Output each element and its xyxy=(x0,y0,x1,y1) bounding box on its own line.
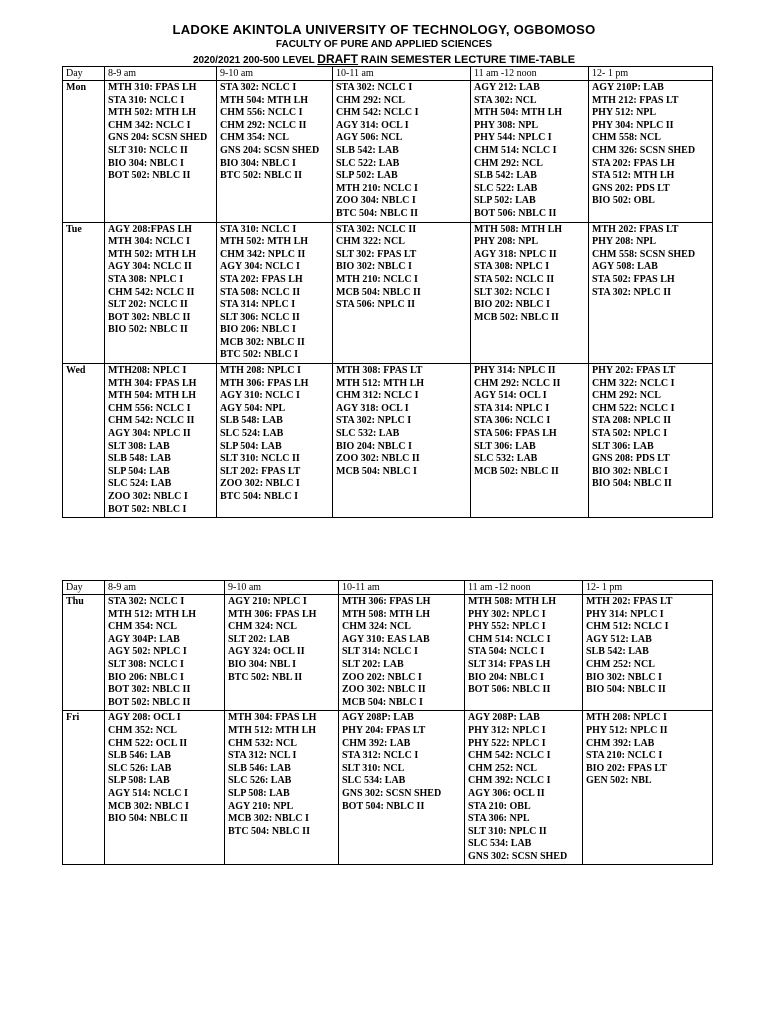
course-entry: SLB 546: LAB xyxy=(108,750,171,762)
course-entry: STA 310: NCLC I xyxy=(220,223,297,235)
course-entry: SLP 504: LAB xyxy=(220,440,282,452)
course-entry: AGY 314: OCL I xyxy=(336,119,409,131)
course-entry: ZOO 202: NBLC I xyxy=(342,671,422,683)
course-entry: AGY 304P: LAB xyxy=(108,633,180,645)
course-entry: MTH 304: FPAS LH xyxy=(228,712,317,724)
course-entry: STA 502: NPLC I xyxy=(592,428,668,440)
course-entry: BIO 502: OBL xyxy=(592,195,655,207)
column-header-time: 12- 1 pm xyxy=(583,581,713,595)
course-entry: PHY 522: NPLC I xyxy=(468,737,546,749)
course-entry: STA 508: NCLC II xyxy=(220,286,301,298)
course-entry: BTC 502: NBL II xyxy=(228,671,303,683)
course-entry: ZOO 302: NBLC II xyxy=(342,684,426,696)
course-entry: MTH 502: MTH LH xyxy=(108,107,197,119)
course-entry: CHM 342: NCLC I xyxy=(108,119,191,131)
course-entry: PHY 208: NPL xyxy=(592,236,657,248)
course-entry: PHY 512: NPL xyxy=(592,107,657,119)
course-entry: SLT 308: LAB xyxy=(108,440,170,452)
course-entry: BIO 204: NBLC I xyxy=(336,440,412,452)
course-entry: SLT 308: NCLC I xyxy=(108,658,184,670)
course-entry: SLC 532: LAB xyxy=(474,453,538,465)
course-entry: ZOO 302: NBLC I xyxy=(220,478,300,490)
course-entry: STA 506: NPLC II xyxy=(336,299,415,311)
course-entry: SLC 522: LAB xyxy=(336,157,400,169)
course-entry: ZOO 302: NBLC II xyxy=(336,453,420,465)
course-entry: AGY 208P: LAB xyxy=(468,712,540,724)
course-entry: AGY 210P: LAB xyxy=(592,82,664,93)
course-entry: STA 312: NCL I xyxy=(228,750,297,762)
course-entry: MCB 302: NBLC II xyxy=(220,336,305,348)
course-entry: SLB 542: LAB xyxy=(586,646,649,658)
course-entry: AGY 318: NPLC II xyxy=(474,248,557,260)
timetable-table-1 xyxy=(62,66,713,518)
course-entry: BIO 206: NBLC I xyxy=(108,671,184,683)
faculty-title: FACULTY OF PURE AND APPLIED SCIENCES xyxy=(275,39,493,50)
course-entry: CHM 556: NCLC I xyxy=(220,107,303,119)
course-entry: SLT 202: LAB xyxy=(228,633,290,645)
course-entry: AGY 304: NCLC I xyxy=(220,261,300,273)
course-entry: BTC 502: NBLC I xyxy=(220,349,299,361)
course-entry: SLT 302: NCLC I xyxy=(474,286,550,298)
course-entry: BTC 504: NBLC I xyxy=(220,491,299,502)
course-entry: SLT 314: FPAS LH xyxy=(468,658,551,670)
course-entry: GNS 302: SCSN SHED xyxy=(342,787,442,799)
course-entry: MTH 304: FPAS LH xyxy=(108,377,197,389)
timeslot-cell xyxy=(471,222,589,364)
course-entry: MTH 208: NPLC I xyxy=(220,365,301,377)
course-entry: MCB 504: NBLC I xyxy=(342,696,423,708)
course-entry: BIO 202: FPAS LT xyxy=(586,762,667,774)
column-header-time: 8-9 am xyxy=(105,581,225,595)
course-entry: MTH 210: NCLC I xyxy=(336,273,418,285)
course-entry: MCB 502: NBLC II xyxy=(474,311,559,323)
course-entry: MTH 508: MTH LH xyxy=(474,223,563,235)
course-entry: MTH 508: MTH LH xyxy=(468,596,557,607)
course-entry: SLB 546: LAB xyxy=(228,762,291,774)
course-entry: SLT 310: NPLC II xyxy=(468,825,547,837)
course-entry: BIO 302: NBLC I xyxy=(586,671,662,683)
course-entry: STA 312: NCLC I xyxy=(342,750,419,762)
course-entry: CHM 322: NCLC I xyxy=(592,377,675,389)
course-entry: STA 308: NPLC I xyxy=(108,273,184,285)
course-entry: MTH 202: FPAS LT xyxy=(586,596,673,607)
course-entry: PHY 312: NPLC I xyxy=(468,724,546,736)
course-entry: BIO 504: NBLC II xyxy=(108,813,188,825)
table-body xyxy=(63,595,713,865)
course-entry: SLB 542: LAB xyxy=(336,144,399,156)
course-entry: MTH 512: MTH LH xyxy=(228,724,317,736)
timeslot-cell xyxy=(105,364,217,518)
timeslot-cell xyxy=(471,81,589,223)
semester-title: RAIN SEMESTER LECTURE TIME-TABLE xyxy=(360,54,576,66)
course-entry: CHM 392: LAB xyxy=(586,737,655,749)
course-entry: CHM 522: NCLC I xyxy=(592,402,675,414)
timetable-table-2 xyxy=(62,580,713,865)
course-entry: PHY 314: NPLC II xyxy=(474,365,556,377)
course-entry: STA 210: OBL xyxy=(468,800,531,812)
course-entry: MTH208: NPLC I xyxy=(108,365,187,377)
course-entry: STA 202: FPAS LH xyxy=(592,157,675,169)
course-entry: AGY 212: LAB xyxy=(474,82,540,93)
course-entry: BTC 504: NBLC II xyxy=(336,207,418,219)
course-entry: CHM 352: NCL xyxy=(108,724,177,736)
course-entry: CHM 326: SCSN SHED xyxy=(592,144,696,156)
course-entry: MTH 504: MTH LH xyxy=(220,94,309,106)
table-header-row xyxy=(63,581,713,595)
course-entry: MTH 512: MTH LH xyxy=(336,377,425,389)
course-entry: BIO 504: NBLC II xyxy=(592,478,672,490)
table-row xyxy=(63,222,713,364)
course-entry: MTH 306: FPAS LH xyxy=(220,377,309,389)
course-entry: CHM 542: NCLC II xyxy=(108,286,195,298)
course-entry: ZOO 302: NBLC I xyxy=(108,491,188,502)
timeslot-cell xyxy=(471,364,589,518)
course-entry: SLT 310: NCLC II xyxy=(108,144,188,156)
course-entry: SLT 202: LAB xyxy=(342,658,404,670)
course-entry: MTH 502: MTH LH xyxy=(108,248,197,260)
course-entry: STA 302: NPLC I xyxy=(336,415,412,427)
timeslot-cell xyxy=(339,595,465,711)
course-entry: CHM 292: NCLC II xyxy=(474,377,561,389)
course-entry: GNS 204: SCSN SHED xyxy=(108,132,208,144)
column-header-time: 10-11 am xyxy=(339,581,465,595)
course-entry: ZOO 304: NBLC I xyxy=(336,195,416,207)
course-entry: BIO 304: NBLC I xyxy=(108,157,184,169)
course-entry: GNS 208: PDS LT xyxy=(592,453,670,465)
course-entry: SLT 306: LAB xyxy=(474,440,536,452)
course-entry: BIO 302: NBLC I xyxy=(336,261,412,273)
course-entry: PHY 308: NPL xyxy=(474,119,539,131)
course-entry: AGY 324: OCL II xyxy=(228,646,305,658)
course-entry: BOT 502: NBLC II xyxy=(108,170,191,182)
day-cell: Mon xyxy=(63,81,105,223)
column-header-time: 11 am -12 noon xyxy=(465,581,583,595)
course-entry: STA 314: NPLC I xyxy=(220,299,296,311)
column-header-time: 9-10 am xyxy=(217,67,333,81)
day-cell: Fri xyxy=(63,711,105,865)
day-cell: Wed xyxy=(63,364,105,518)
course-entry: AGY 504: NPL xyxy=(220,402,286,414)
course-entry: STA 512: MTH LH xyxy=(592,170,675,182)
course-entry: CHM 292: NCL xyxy=(474,157,543,169)
course-entry: MCB 504: NBLC II xyxy=(336,286,421,298)
course-entry: PHY 314: NPLC I xyxy=(586,608,664,620)
course-entry: STA 502: NCLC II xyxy=(474,273,555,285)
course-entry: CHM 292: NCLC II xyxy=(220,119,307,131)
course-entry: BIO 502: NBLC II xyxy=(108,324,188,336)
course-entry: CHM 322: NCL xyxy=(336,236,405,248)
course-entry: STA 302: NCLC I xyxy=(108,596,185,607)
course-entry: STA 506: FPAS LH xyxy=(474,428,557,440)
course-entry: SLT 314: NCLC I xyxy=(342,646,418,658)
course-entry: STA 314: NPLC I xyxy=(474,402,550,414)
course-entry: SLT 306: LAB xyxy=(592,440,654,452)
course-entry: BTC 502: NBLC II xyxy=(220,170,302,182)
course-entry: MCB 302: NBLC I xyxy=(108,800,189,812)
timeslot-cell xyxy=(333,81,471,223)
course-entry: SLC 534: LAB xyxy=(342,775,406,787)
course-entry: STA 308: NPLC I xyxy=(474,261,550,273)
course-entry: PHY 304: NPLC II xyxy=(592,119,674,131)
course-entry: STA 202: FPAS LH xyxy=(220,273,303,285)
course-entry: MTH 306: FPAS LH xyxy=(342,596,431,607)
course-entry: CHM 354: NCL xyxy=(108,621,177,633)
timeslot-cell xyxy=(105,81,217,223)
course-entry: STA 302: NPLC II xyxy=(592,286,671,298)
course-entry: MTH 210: NCLC I xyxy=(336,182,418,194)
course-entry: AGY 210: NPL xyxy=(228,800,294,812)
course-entry: AGY 306: OCL II xyxy=(468,787,545,799)
timeslot-cell xyxy=(465,595,583,711)
timeslot-cell xyxy=(589,222,713,364)
course-entry: BOT 506: NBLC II xyxy=(474,207,557,219)
course-entry: AGY 502: NPLC I xyxy=(108,646,187,658)
timetable-header xyxy=(0,22,768,66)
course-entry: BOT 502: NBLC II xyxy=(108,696,191,708)
timeslot-cell xyxy=(217,364,333,518)
course-entry: SLC 524: LAB xyxy=(220,428,284,440)
table-header-row xyxy=(63,67,713,81)
course-entry: PHY 302: NPLC I xyxy=(468,608,546,620)
course-entry: CHM 532: NCL xyxy=(228,737,297,749)
course-entry: MTH 310: FPAS LH xyxy=(108,82,197,93)
course-entry: CHM 514: NCLC I xyxy=(468,633,551,645)
course-entry: SLP 508: LAB xyxy=(228,787,290,799)
course-entry: CHM 558: NCL xyxy=(592,132,661,144)
timeslot-cell xyxy=(465,711,583,865)
column-header-time: 10-11 am xyxy=(333,67,471,81)
university-title: LADOKE AKINTOLA UNIVERSITY OF TECHNOLOGY, OGBOMOSO xyxy=(172,22,596,37)
course-entry: BOT 504: NBLC II xyxy=(342,800,425,812)
course-entry: SLT 302: FPAS LT xyxy=(336,248,417,260)
column-header-time: 12- 1 pm xyxy=(589,67,713,81)
course-entry: CHM 522: OCL II xyxy=(108,737,188,749)
course-entry: CHM 558: SCSN SHED xyxy=(592,248,696,260)
course-entry: CHM 542: NCLC II xyxy=(108,415,195,427)
course-entry: MTH 308: FPAS LT xyxy=(336,365,423,377)
course-entry: PHY 204: FPAS LT xyxy=(342,724,426,736)
course-entry: BIO 304: NBL I xyxy=(228,658,297,670)
course-entry: CHM 324: NCL xyxy=(228,621,297,633)
course-entry: GNS 204: SCSN SHED xyxy=(220,144,320,156)
course-entry: STA 504: NCLC I xyxy=(468,646,545,658)
course-entry: MTH 504: MTH LH xyxy=(474,107,563,119)
course-entry: MTH 508: MTH LH xyxy=(342,608,431,620)
course-entry: AGY 514: OCL I xyxy=(474,390,547,402)
timeslot-cell xyxy=(583,595,713,711)
course-entry: AGY 304: NCLC II xyxy=(108,261,192,273)
course-entry: AGY 208: OCL I xyxy=(108,712,181,724)
timeslot-cell xyxy=(589,81,713,223)
course-entry: BOT 502: NBLC I xyxy=(108,503,187,515)
course-entry: AGY 508: LAB xyxy=(592,261,658,273)
course-entry: BIO 302: NBLC I xyxy=(592,465,668,477)
course-entry: BIO 504: NBLC II xyxy=(586,684,666,696)
course-entry: AGY 310: NCLC I xyxy=(220,390,300,402)
course-entry: AGY 318: OCL I xyxy=(336,402,409,414)
table-row xyxy=(63,81,713,223)
course-entry: MTH 212: FPAS LT xyxy=(592,94,679,106)
course-entry: MCB 504: NBLC I xyxy=(336,465,417,477)
course-entry: CHM 512: NCLC I xyxy=(586,621,669,633)
course-entry: MTH 208: NPLC I xyxy=(586,712,667,724)
timeslot-cell xyxy=(217,81,333,223)
course-entry: AGY 310: EAS LAB xyxy=(342,633,430,645)
course-entry: CHM 312: NCLC I xyxy=(336,390,419,402)
course-entry: AGY 210: NPLC I xyxy=(228,596,307,607)
course-entry: SLC 526: LAB xyxy=(108,762,172,774)
course-entry: SLP 504: LAB xyxy=(108,465,170,477)
column-header-day: Day xyxy=(63,67,105,81)
course-entry: SLP 502: LAB xyxy=(336,170,398,182)
course-entry: BOT 302: NBLC II xyxy=(108,684,191,696)
day-cell: Tue xyxy=(63,222,105,364)
course-entry: STA 306: NCLC I xyxy=(474,415,551,427)
timeslot-cell xyxy=(589,364,713,518)
course-entry: STA 502: FPAS LH xyxy=(592,273,675,285)
course-entry: CHM 252: NCL xyxy=(468,762,537,774)
course-entry: CHM 292: NCL xyxy=(336,94,405,106)
course-entry: SLC 522: LAB xyxy=(474,182,538,194)
course-entry: CHM 354: NCL xyxy=(220,132,289,144)
timeslot-cell xyxy=(105,711,225,865)
course-entry: SLP 508: LAB xyxy=(108,775,170,787)
course-entry: STA 310: NCLC I xyxy=(108,94,185,106)
course-entry: BOT 506: NBLC II xyxy=(468,684,551,696)
day-cell: Thu xyxy=(63,595,105,711)
course-entry: MTH 306: FPAS LH xyxy=(228,608,317,620)
course-entry: MTH 504: MTH LH xyxy=(108,390,197,402)
course-entry: BIO 206: NBLC I xyxy=(220,324,296,336)
course-entry: GEN 502: NBL xyxy=(586,775,652,787)
course-entry: BIO 204: NBLC I xyxy=(468,671,544,683)
course-entry: SLT 202: FPAS LT xyxy=(220,465,301,477)
course-entry: SLC 532: LAB xyxy=(336,428,400,440)
course-entry: AGY 512: LAB xyxy=(586,633,652,645)
course-entry: SLB 548: LAB xyxy=(220,415,283,427)
course-entry: CHM 392: NCLC I xyxy=(468,775,551,787)
timeslot-cell xyxy=(225,711,339,865)
timeslot-cell xyxy=(339,711,465,865)
course-entry: SLC 534: LAB xyxy=(468,838,532,850)
course-entry: PHY 202: FPAS LT xyxy=(592,365,676,377)
table-row xyxy=(63,711,713,865)
column-header-time: 8-9 am xyxy=(105,67,217,81)
course-entry: CHM 292: NCL xyxy=(592,390,661,402)
course-entry: MTH 502: MTH LH xyxy=(220,236,309,248)
course-entry: BIO 202: NBLC I xyxy=(474,299,550,311)
course-entry: SLC 526: LAB xyxy=(228,775,292,787)
table-row xyxy=(63,364,713,518)
table-row xyxy=(63,595,713,711)
course-entry: CHM 342: NPLC II xyxy=(220,248,306,260)
course-entry: BOT 302: NBLC II xyxy=(108,311,191,323)
timeslot-cell xyxy=(105,595,225,711)
course-entry: BTC 504: NBLC II xyxy=(228,825,310,837)
course-entry: CHM 392: LAB xyxy=(342,737,411,749)
timeslot-cell xyxy=(333,364,471,518)
course-entry: CHM 556: NCLC I xyxy=(108,402,191,414)
course-entry: SLT 306: NCLC II xyxy=(220,311,300,323)
course-entry: MTH 512: MTH LH xyxy=(108,608,197,620)
course-entry: STA 208: NPLC II xyxy=(592,415,671,427)
course-entry: MTH 304: NCLC I xyxy=(108,236,190,248)
timeslot-cell xyxy=(333,222,471,364)
course-entry: AGY 208:FPAS LH xyxy=(108,223,192,235)
course-entry: BIO 304: NBLC I xyxy=(220,157,296,169)
course-entry: STA 302: NCLC II xyxy=(336,223,417,235)
timeslot-cell xyxy=(217,222,333,364)
timeslot-cell xyxy=(583,711,713,865)
course-entry: STA 210: NCLC I xyxy=(586,750,663,762)
course-entry: CHM 542: NCLC I xyxy=(336,107,419,119)
course-entry: STA 302: NCL xyxy=(474,94,537,106)
course-entry: PHY 552: NPLC I xyxy=(468,621,546,633)
course-entry: AGY 208P: LAB xyxy=(342,712,414,724)
column-header-time: 11 am -12 noon xyxy=(471,67,589,81)
course-entry: GNS 202: PDS LT xyxy=(592,182,670,194)
column-header-time: 9-10 am xyxy=(225,581,339,595)
course-entry: AGY 514: NCLC I xyxy=(108,787,188,799)
course-entry: CHM 514: NCLC I xyxy=(474,144,557,156)
course-entry: PHY 512: NPLC II xyxy=(586,724,668,736)
column-header-day: Day xyxy=(63,581,105,595)
table-body xyxy=(63,81,713,518)
course-entry: AGY 304: NPLC II xyxy=(108,428,191,440)
course-entry: SLB 542: LAB xyxy=(474,170,537,182)
course-entry: STA 306: NPL xyxy=(468,813,530,825)
course-entry: AGY 506: NCL xyxy=(336,132,403,144)
course-entry: STA 302: NCLC I xyxy=(336,82,413,93)
timetable-title xyxy=(0,52,768,66)
course-entry: SLB 548: LAB xyxy=(108,453,171,465)
course-entry: STA 302: NCLC I xyxy=(220,82,297,93)
course-entry: PHY 208: NPL xyxy=(474,236,539,248)
course-entry: CHM 542: NCLC I xyxy=(468,750,551,762)
course-entry: SLP 502: LAB xyxy=(474,195,536,207)
course-entry: CHM 324: NCL xyxy=(342,621,411,633)
timeslot-cell xyxy=(225,595,339,711)
course-entry: SLT 202: NCLC II xyxy=(108,299,188,311)
course-entry: MTH 202: FPAS LT xyxy=(592,223,679,235)
course-entry: GNS 302: SCSN SHED xyxy=(468,850,568,862)
timeslot-cell xyxy=(105,222,217,364)
course-entry: PHY 544: NPLC I xyxy=(474,132,552,144)
course-entry: MCB 502: NBLC II xyxy=(474,465,559,477)
session-level: 2020/2021 200-500 LEVEL xyxy=(192,55,315,66)
course-entry: CHM 252: NCL xyxy=(586,658,655,670)
course-entry: MCB 302: NBLC I xyxy=(228,813,309,825)
course-entry: SLT 310: NCL xyxy=(342,762,405,774)
course-entry: SLC 524: LAB xyxy=(108,478,172,490)
course-entry: SLT 310: NCLC II xyxy=(220,453,300,465)
draft-label: DRAFT xyxy=(317,52,358,66)
